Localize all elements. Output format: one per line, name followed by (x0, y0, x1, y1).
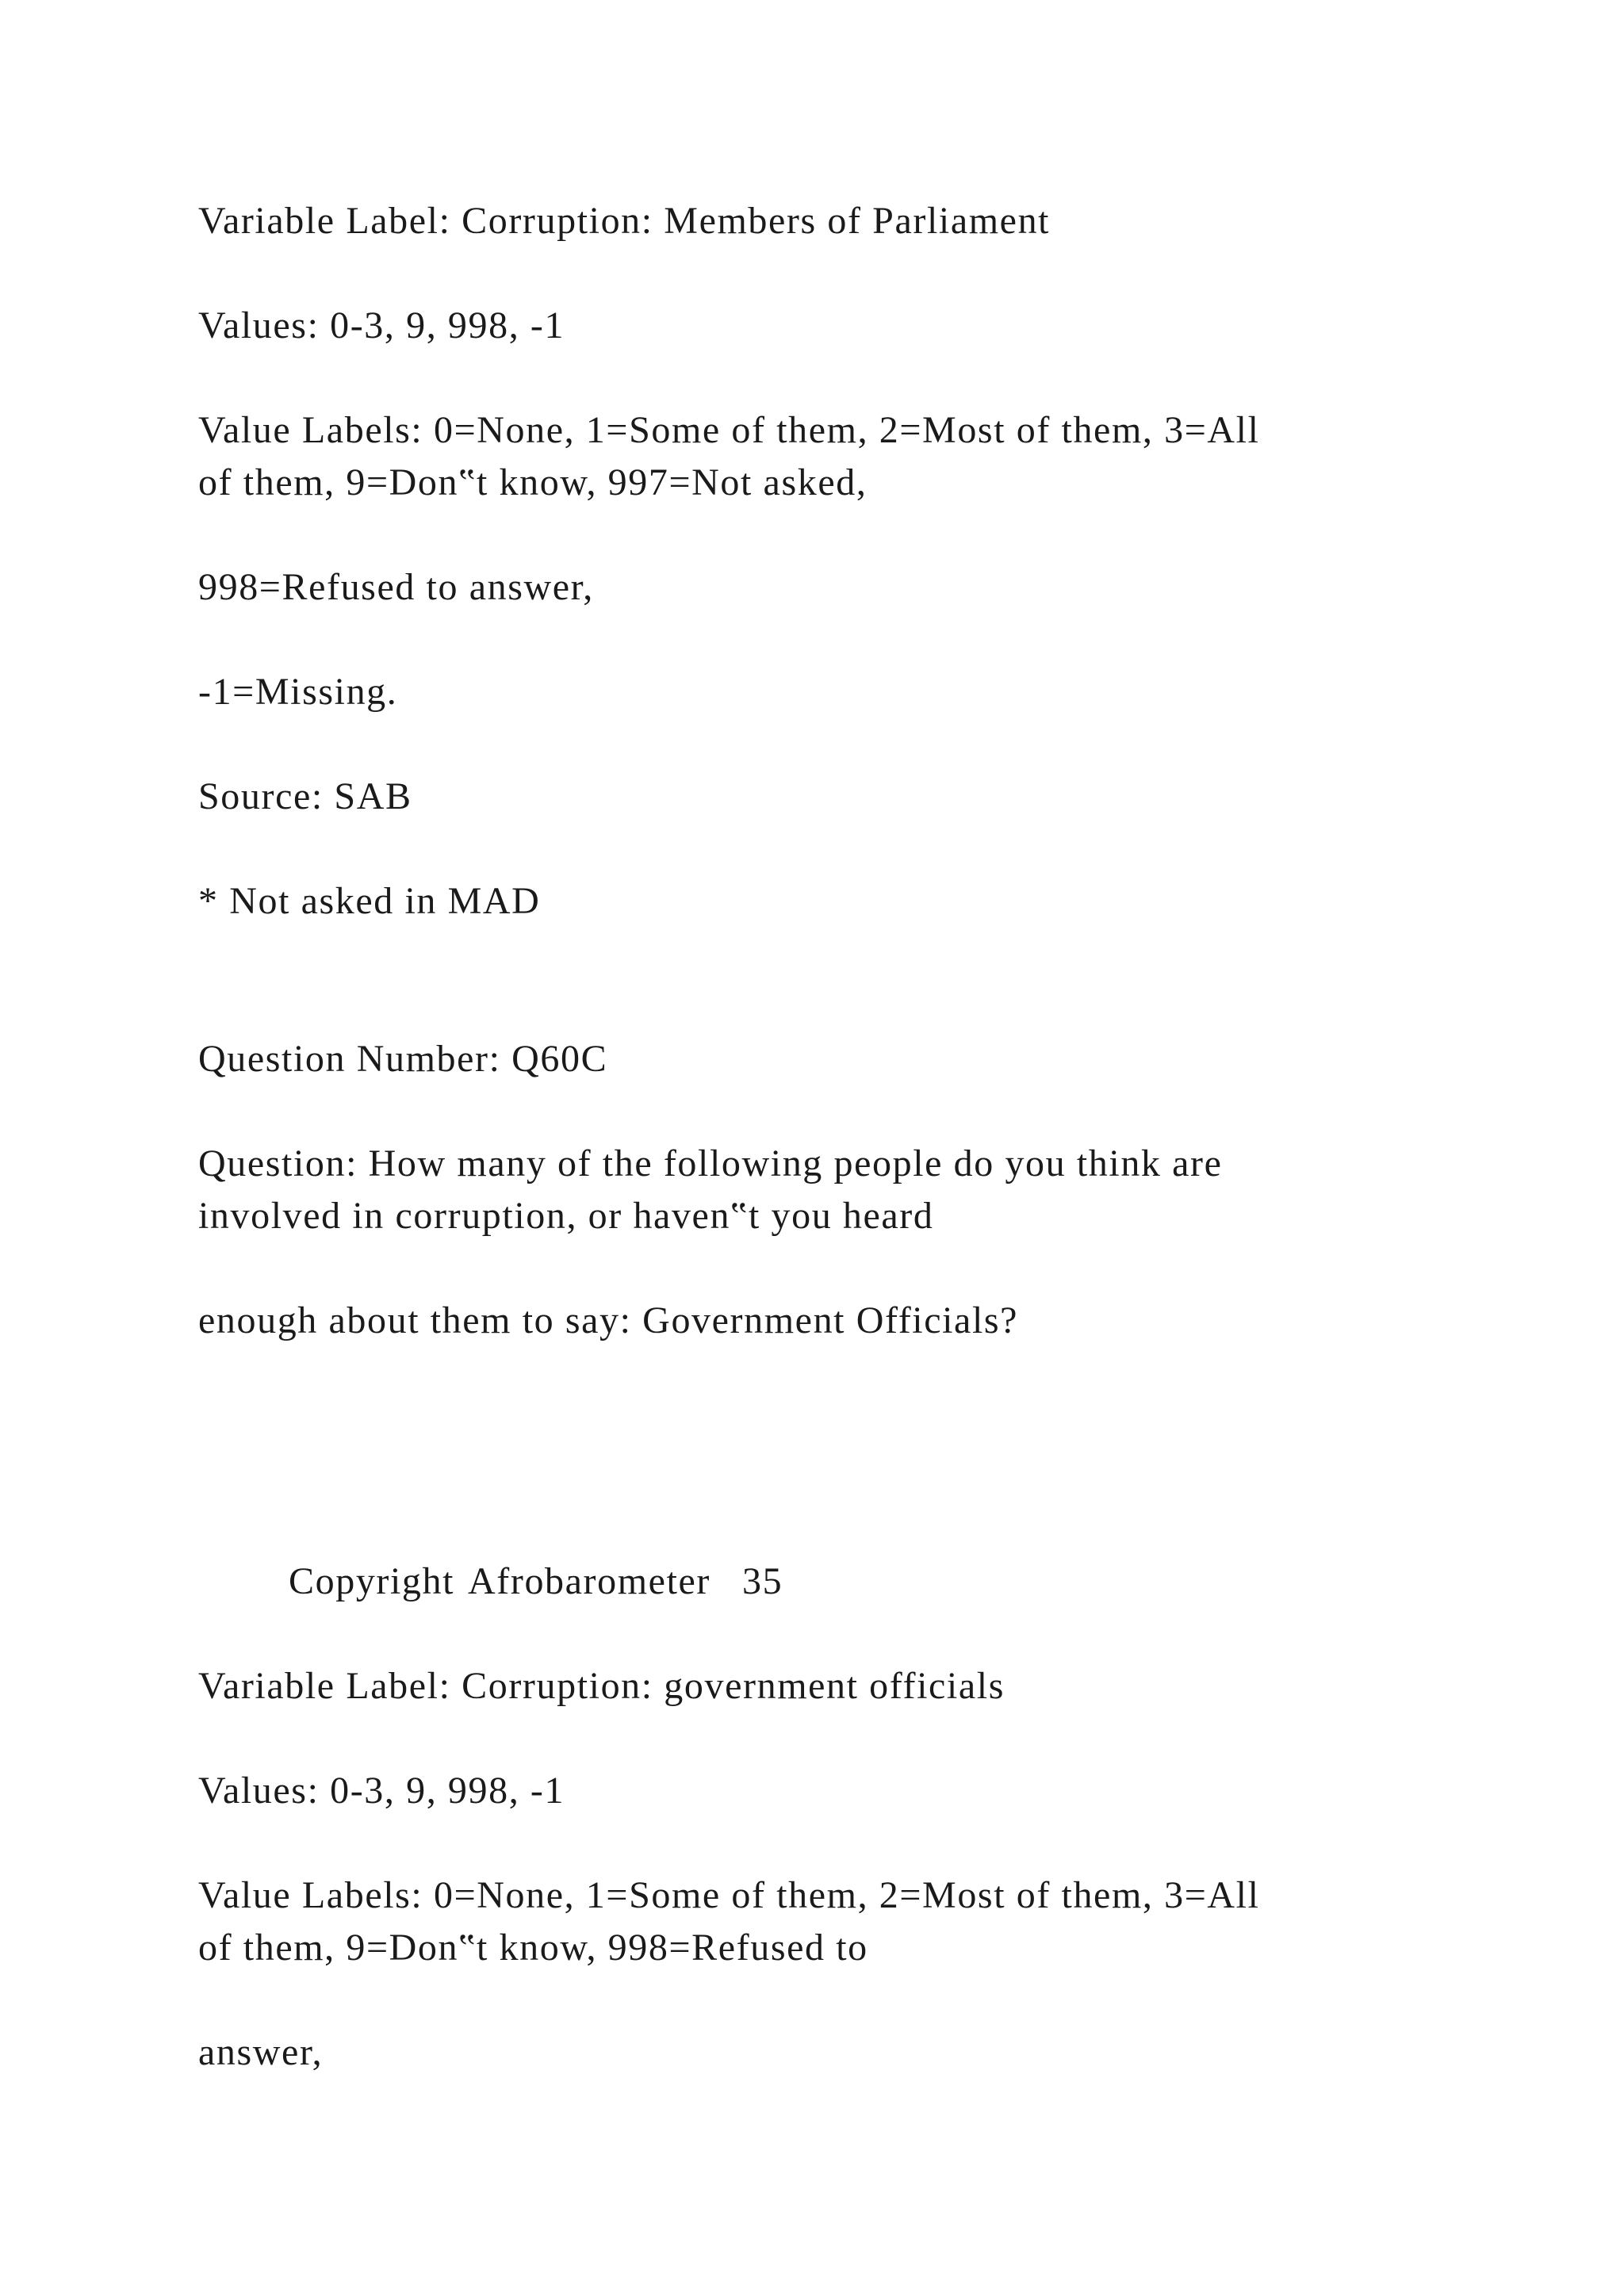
value-labels-line: Value Labels: 0=None, 1=Some of them, 2=Most of them, 3=All (198, 1874, 1260, 1916)
variable-label-line: Variable Label: Corruption: Members of Parliament (198, 200, 1051, 242)
value-labels-line: Value Labels: 0=None, 1=Some of them, 2=Most of them, 3=All (198, 409, 1260, 451)
page-number: 35 (742, 1560, 783, 1602)
question-number-line: Question Number: Q60C (198, 1038, 608, 1080)
copyright-text: Copyright Afrobarometer (289, 1560, 711, 1602)
values-line: Values: 0-3, 9, 998, -1 (198, 304, 565, 346)
source-line: Source: SAB (198, 775, 412, 817)
page-footer (289, 1556, 783, 1608)
value-labels-line: 998=Refused to answer, (198, 566, 594, 608)
value-labels-line: of them, 9=Don‟t know, 998=Refused to (198, 1927, 868, 1969)
note-line: * Not asked in MAD (198, 880, 541, 922)
values-line: Values: 0-3, 9, 998, -1 (198, 1770, 565, 1812)
value-labels-line: of them, 9=Don‟t know, 997=Not asked, (198, 461, 868, 503)
question-text-line: Question: How many of the following people do you think are (198, 1142, 1223, 1184)
value-labels-line: -1=Missing. (198, 671, 398, 713)
question-text-line: involved in corruption, or haven‟t you heard (198, 1195, 934, 1237)
question-text-line: enough about them to say: Government Officials? (198, 1299, 1019, 1341)
variable-label-line: Variable Label: Corruption: government officials (198, 1665, 1005, 1707)
value-labels-line: answer, (198, 2031, 324, 2073)
